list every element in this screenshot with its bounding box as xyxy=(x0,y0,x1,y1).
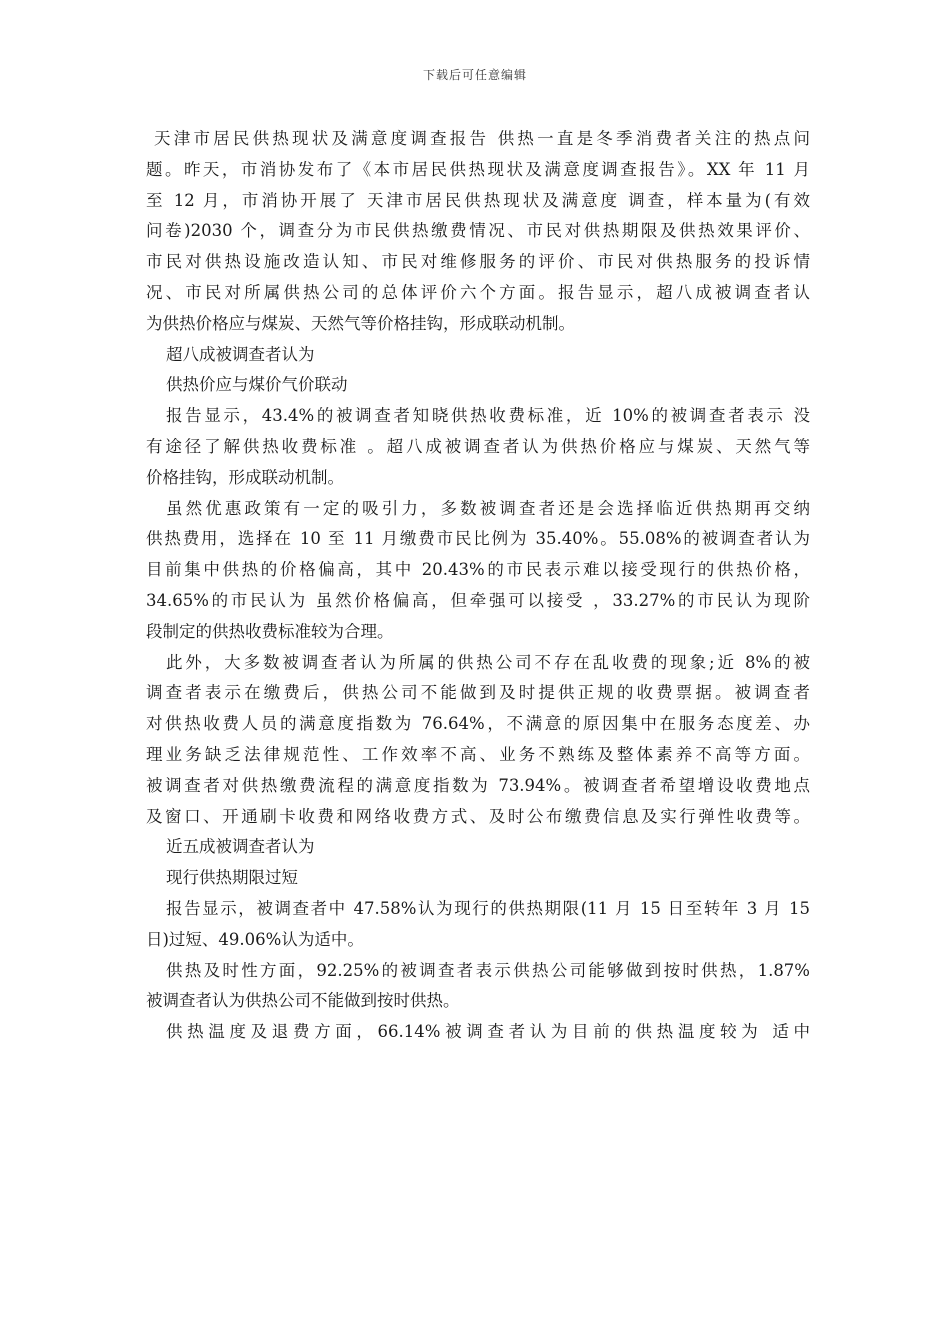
text-line: 报告显示，43.4%的被调查者知晓供热收费标准，近 10%的被调查者表示 没 xyxy=(166,406,810,426)
document-body xyxy=(146,124,810,1048)
text-line: 供热及时性方面，92.25%的被调查者表示供热公司能够做到按时供热，1.87% xyxy=(166,960,810,980)
text-line: 被调查者对供热缴费流程的满意度指数为 73.94%。被调查者希望增设收费地点 xyxy=(146,775,810,795)
text-line: 近五成被调查者认为 xyxy=(166,837,315,857)
text-line: 至 12 月，市消协开展了 天津市居民供热现状及满意度 调查，样本量为(有效 xyxy=(146,190,810,210)
text-line: 段制定的供热收费标准较为合理。 xyxy=(146,621,394,641)
text-line: 况、市民对所属供热公司的总体评价六个方面。报告显示，超八成被调查者认 xyxy=(146,282,810,302)
text-line: 及窗口、开通刷卡收费和网络收费方式、及时公布缴费信息及实行弹性收费等。 xyxy=(146,806,810,826)
text-line: 现行供热期限过短 xyxy=(166,868,298,888)
text-line: 供热温度及退费方面，66.14%被调查者认为目前的供热温度较为 适中 xyxy=(166,1022,810,1042)
text-line: 虽然优惠政策有一定的吸引力，多数被调查者还是会选择临近供热期再交纳 xyxy=(166,498,810,518)
text-line: 报告显示，被调查者中 47.58%认为现行的供热期限(11 月 15 日至转年 3 月 15 xyxy=(166,898,810,918)
text-line: 天津市居民供热现状及满意度调查报告 供热一直是冬季消费者关注的热点问 xyxy=(154,129,810,148)
text-line: 此外，大多数被调查者认为所属的供热公司不存在乱收费的现象;近 8%的被 xyxy=(166,652,810,672)
text-line: 34.65%的市民认为 虽然价格偏高，但牵强可以接受 ，33.27%的市民认为现阶 xyxy=(146,590,810,610)
text-line: 理业务缺乏法律规范性、工作效率不高、业务不熟练及整体素养不高等方面。 xyxy=(146,744,810,764)
text-line: 价格挂钩，形成联动机制。 xyxy=(146,467,344,487)
text-line: 日)过短、49.06%认为适中。 xyxy=(146,929,364,949)
text-line: 目前集中供热的价格偏高，其中 20.43%的市民表示难以接受现行的供热价格， xyxy=(146,560,810,580)
text-line: 市民对供热设施改造认知、市民对维修服务的评价、市民对供热服务的投诉情 xyxy=(146,252,810,272)
text-line: 供热费用，选择在 10 至 11 月缴费市民比例为 35.40%。55.08%的被调查者认为 xyxy=(146,529,810,549)
text-line: 调查者表示在缴费后，供热公司不能做到及时提供正规的收费票据。被调查者 xyxy=(146,683,810,703)
text-line: 供热价应与煤价气价联动 xyxy=(166,375,348,395)
text-line: 题。昨天，市消协发布了《本市居民供热现状及满意度调查报告》。XX 年 11 月 xyxy=(146,159,810,179)
text-line: 被调查者认为供热公司不能做到按时供热。 xyxy=(146,991,460,1011)
text-line: 有途径了解供热收费标准 。超八成被调查者认为供热价格应与煤炭、天然气等 xyxy=(146,436,810,456)
text-line: 超八成被调查者认为 xyxy=(166,344,315,364)
page-header: 下载后可任意编辑 xyxy=(422,68,527,82)
text-line: 对供热收费人员的满意度指数为 76.64%，不满意的原因集中在服务态度差、办 xyxy=(146,714,810,734)
text-line: 问卷)2030 个，调查分为市民供热缴费情况、市民对供热期限及供热效果评价、 xyxy=(146,221,810,241)
text-line: 为供热价格应与煤炭、天然气等价格挂钩，形成联动机制。 xyxy=(146,313,575,333)
